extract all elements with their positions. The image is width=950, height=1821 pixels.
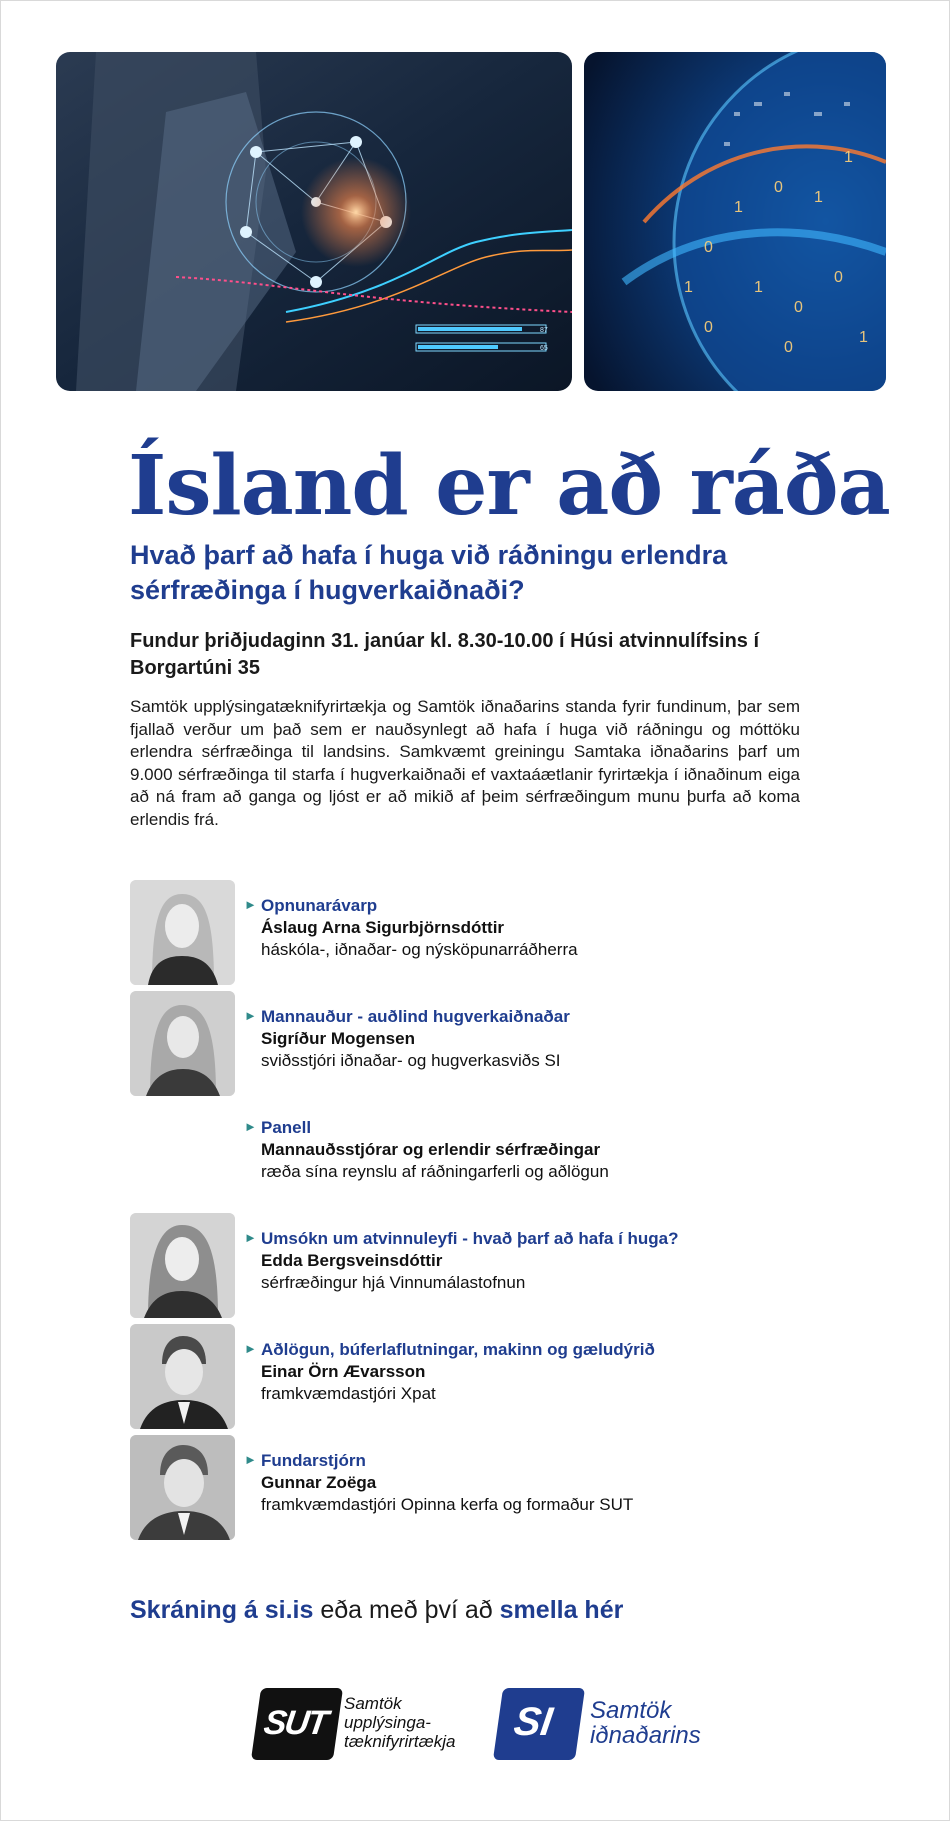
sut-logo-mark: SUT	[251, 1688, 343, 1760]
click-here-link[interactable]: smella hér	[499, 1596, 624, 1624]
agenda-item	[130, 878, 850, 989]
registration-line	[130, 1596, 623, 1625]
hero-image-globe	[584, 52, 886, 391]
speaker-role: ræða sína reynslu af ráðningarferli og aðlögun	[261, 1162, 609, 1181]
gauge-value-1: 87	[540, 327, 548, 334]
speaker-role: sérfræðingur hjá Vinnumálastofnun	[261, 1273, 526, 1292]
speaker-role: framkvæmdastjóri Opinna kerfa og formaður SUT	[261, 1495, 634, 1514]
speaker-name: Edda Bergsveinsdóttir	[261, 1251, 443, 1270]
arrow-icon: ►	[244, 1119, 257, 1134]
agenda-topic: Aðlögun, búferlaflutningar, makinn og gæludýrið	[261, 1340, 655, 1359]
agenda-item	[130, 1100, 850, 1211]
svg-text:1: 1	[844, 149, 853, 166]
svg-text:0: 0	[704, 239, 713, 256]
agenda-list	[130, 878, 850, 1544]
speaker-photo	[130, 1213, 235, 1318]
svg-text:0: 0	[784, 339, 793, 356]
speaker-role: sviðsstjóri iðnaðar- og hugverkasviðs SI	[261, 1051, 561, 1070]
intro-paragraph: Samtök upplýsingatæknifyrirtækja og Samtök iðnaðarins standa fyrir fundinum, þar sem fjallað verður um það sem er nauðsynlegt að hafa í huga við ráðningu og móttöku erlendra sérfræðinga til landsins. Samkvæmt greiningu Samtaka iðnaðarins þarf um 9.000 sérfræðinga til starfa í hugverkaiðnaði ef vaxtaáætlanir fyrirtækja í iðnaðinum eiga að ná fram að ganga og ljóst er að mikið af þeim sérfræðingum munu þurfa að koma erlendis frá.	[130, 697, 800, 829]
gauge-value-2: 65	[540, 345, 548, 352]
svg-text:0: 0	[774, 179, 783, 196]
registration-site-link[interactable]: Skráning á si.is	[130, 1596, 314, 1624]
speaker-name: Einar Örn Ævarsson	[261, 1362, 426, 1381]
si-logo-mark: SI	[493, 1688, 585, 1760]
svg-text:1: 1	[684, 279, 693, 296]
arrow-icon: ►	[244, 1341, 257, 1356]
registration-connector: eða með því að	[313, 1596, 500, 1624]
hero-image-network	[56, 52, 572, 391]
speaker-role: háskóla-, iðnaðar- og nýsköpunarráðherra	[261, 940, 578, 959]
speaker-name: Áslaug Arna Sigurbjörnsdóttir	[261, 918, 505, 937]
page-title: Ísland er að ráða	[128, 438, 890, 534]
agenda-item	[130, 1322, 850, 1433]
meeting-info: Fundur þriðjudaginn 31. janúar kl. 8.30-10.00 í Húsi atvinnulífsins í Borgartúni 35	[130, 630, 760, 679]
sut-logo-text: Samtök upplýsinga- tæknifyrirtækja	[344, 1694, 456, 1751]
agenda-item	[130, 1211, 850, 1322]
svg-text:0: 0	[834, 269, 843, 286]
svg-text:1: 1	[734, 199, 743, 216]
arrow-icon: ►	[244, 1008, 257, 1023]
svg-text:1: 1	[754, 279, 763, 296]
speaker-name: Mannauðsstjórar og erlendir sérfræðingar	[261, 1140, 601, 1159]
agenda-topic: Mannauður - auðlind hugverkaiðnaðar	[261, 1007, 570, 1026]
arrow-icon: ►	[244, 897, 257, 912]
svg-text:0: 0	[704, 319, 713, 336]
sut-logo	[256, 1688, 456, 1764]
agenda-topic: Fundarstjórn	[261, 1451, 366, 1470]
agenda-item	[130, 989, 850, 1100]
si-logo	[498, 1688, 718, 1764]
arrow-icon: ►	[244, 1230, 257, 1245]
svg-text:1: 1	[859, 329, 868, 346]
speaker-name: Sigríður Mogensen	[261, 1029, 415, 1048]
agenda-topic: Panell	[261, 1118, 312, 1137]
speaker-photo	[130, 991, 235, 1096]
speaker-photo	[130, 1435, 235, 1540]
arrow-icon: ►	[244, 1452, 257, 1467]
agenda-topic: Opnunarávarp	[261, 896, 378, 915]
speaker-name: Gunnar Zoëga	[261, 1473, 377, 1492]
page-subtitle: Hvað þarf að hafa í huga við ráðningu erlendra sérfræðinga í hugverkaiðnaði?	[130, 540, 728, 605]
speaker-photo	[130, 1324, 235, 1429]
speaker-photo	[130, 880, 235, 985]
si-logo-text: Samtök iðnaðarins	[590, 1697, 701, 1749]
svg-text:1: 1	[814, 189, 823, 206]
agenda-item	[130, 1433, 850, 1544]
agenda-topic: Umsókn um atvinnuleyfi - hvað þarf að hafa í huga?	[261, 1229, 679, 1248]
svg-text:0: 0	[794, 299, 803, 316]
speaker-role: framkvæmdastjóri Xpat	[261, 1384, 436, 1403]
